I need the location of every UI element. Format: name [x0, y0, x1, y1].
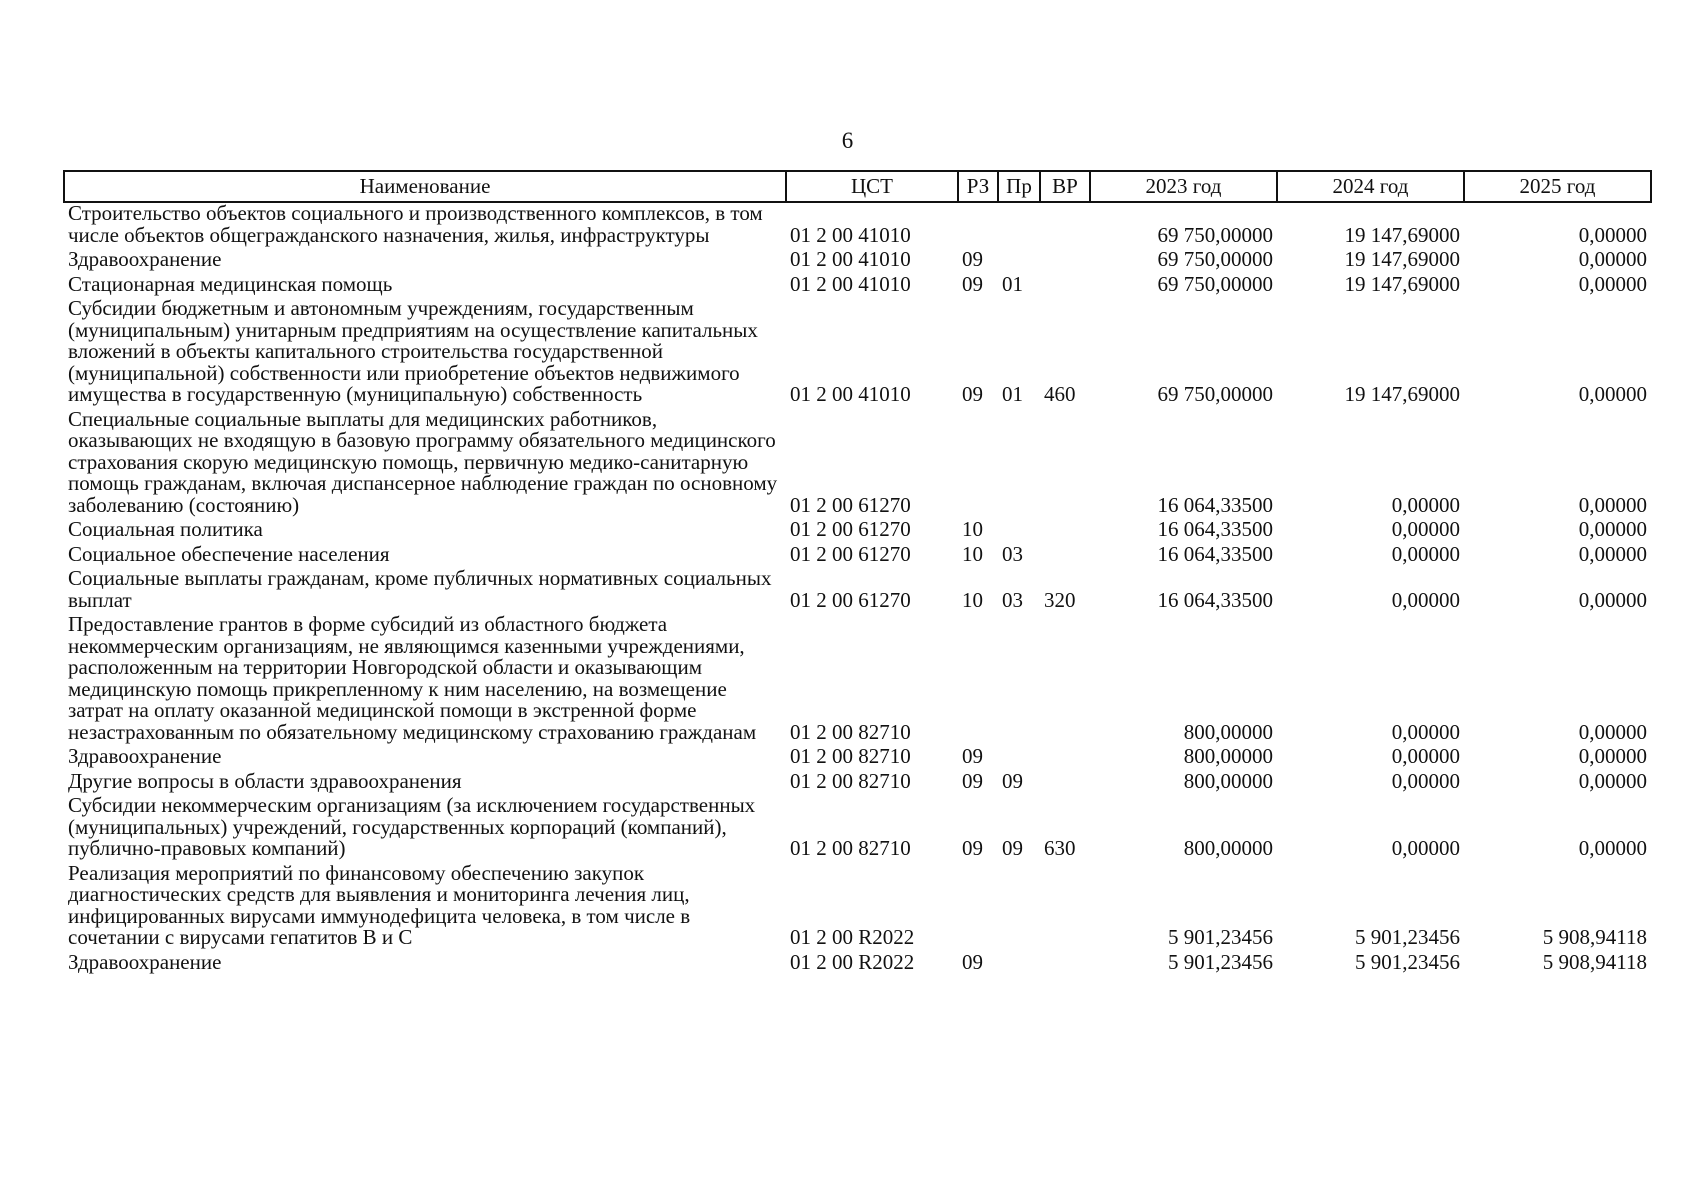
row-2025: 0,00000 — [1578, 836, 1647, 860]
row-2024: 0,00000 — [1391, 719, 1460, 744]
row-2023: 800,00000 — [1183, 719, 1273, 744]
row-name: Стационарная медицинская помощь — [68, 271, 393, 296]
row-cst: 01 2 00 61270 — [790, 492, 911, 517]
row-pr — [998, 409, 1040, 520]
row-rz: 09 — [962, 382, 983, 406]
row-2023: 69 750,00000 — [1157, 247, 1273, 271]
row-vr: 630 — [1044, 836, 1076, 860]
table-row — [64, 544, 1651, 569]
row-vr — [1040, 202, 1090, 249]
row-pr — [998, 202, 1040, 249]
row-rz: 09 — [962, 949, 983, 974]
row-cst: 01 2 00 41010 — [790, 271, 911, 296]
row-2023: 69 750,00000 — [1157, 271, 1273, 296]
row-2023: 69 750,00000 — [1157, 222, 1273, 247]
row-cst: 01 2 00 61270 — [790, 517, 911, 541]
row-vr — [1040, 863, 1090, 952]
table-row — [64, 568, 1651, 614]
row-pr — [998, 746, 1040, 771]
row-2024: 0,00000 — [1391, 836, 1460, 860]
row-rz: 09 — [962, 247, 983, 271]
row-2025: 0,00000 — [1578, 517, 1647, 541]
table-row — [64, 746, 1651, 771]
row-2025: 0,00000 — [1578, 271, 1647, 296]
header-2023: 2023 год — [1090, 171, 1277, 202]
row-pr: 01 — [1002, 271, 1023, 296]
row-2023: 16 064,33500 — [1157, 492, 1273, 517]
row-rz: 10 — [962, 541, 983, 566]
row-cst: 01 2 00 82710 — [790, 836, 911, 860]
row-vr — [1040, 409, 1090, 520]
row-2023: 800,00000 — [1183, 836, 1273, 860]
row-rz — [958, 409, 998, 520]
row-name: Специальные социальные выплаты для медицинских работников, оказывающих не входящую в базовую программу обязательного медицинского страхования скорую медицинскую помощь, первичную медико-санитарную помощь гражданам, включая диспансерное наблюдение граждан по основному заболеванию (состоянию) — [68, 406, 778, 517]
row-vr — [1040, 952, 1090, 977]
table-row — [64, 795, 1651, 863]
row-name: Здравоохранение — [68, 247, 222, 271]
row-rz: 09 — [962, 836, 983, 860]
table-row — [64, 274, 1651, 299]
row-name: Субсидии бюджетным и автономным учреждениям, государственным (муниципальным) унитарным предприятиям на осуществление капитальных вложений в объекты капитального строительства государственной (муниципальной) собственности или приобретение объектов недвижимого имущества в государственную (муниципальную) собственность — [68, 296, 758, 406]
row-pr: 09 — [1002, 768, 1023, 793]
row-2024: 19 147,69000 — [1344, 382, 1460, 406]
header-name: Наименование — [64, 171, 786, 202]
row-2025: 0,00000 — [1578, 768, 1647, 793]
row-cst: 01 2 00 R2022 — [790, 925, 915, 949]
row-2023: 69 750,00000 — [1157, 382, 1273, 406]
row-vr: 320 — [1044, 587, 1076, 612]
row-rz — [958, 202, 998, 249]
row-2023: 800,00000 — [1183, 744, 1273, 768]
row-vr: 460 — [1044, 382, 1076, 406]
row-rz: 09 — [962, 744, 983, 768]
row-pr: 01 — [1002, 382, 1023, 406]
row-2025: 5 908,94118 — [1542, 925, 1647, 949]
row-2025: 5 908,94118 — [1542, 949, 1647, 974]
row-2025: 0,00000 — [1578, 587, 1647, 612]
row-2024: 5 901,23456 — [1355, 949, 1460, 974]
row-rz — [958, 863, 998, 952]
row-name: Здравоохранение — [68, 949, 222, 974]
row-pr — [998, 614, 1040, 746]
row-pr: 03 — [1002, 587, 1023, 612]
row-rz: 09 — [962, 271, 983, 296]
row-2025: 0,00000 — [1578, 744, 1647, 768]
row-2025: 0,00000 — [1578, 382, 1647, 406]
header-2024: 2024 год — [1277, 171, 1464, 202]
row-2024: 0,00000 — [1391, 768, 1460, 793]
table-row — [64, 519, 1651, 544]
row-2025: 0,00000 — [1578, 492, 1647, 517]
header-2025: 2025 год — [1464, 171, 1651, 202]
table-row — [64, 202, 1651, 249]
row-name: Социальная политика — [68, 517, 263, 541]
row-2024: 0,00000 — [1391, 541, 1460, 566]
header-cst: ЦСТ — [786, 171, 958, 202]
row-name: Строительство объектов социального и производственного комплексов, в том числе объектов общегражданского назначения, жилья, инфраструктуры — [68, 201, 763, 247]
row-pr: 09 — [1002, 836, 1023, 860]
header-pr: Пр — [998, 171, 1040, 202]
header-vr: ВР — [1040, 171, 1090, 202]
row-2023: 800,00000 — [1183, 768, 1273, 793]
row-2023: 16 064,33500 — [1157, 587, 1273, 612]
row-2025: 0,00000 — [1578, 222, 1647, 247]
row-2024: 19 147,69000 — [1344, 222, 1460, 247]
table-row — [64, 863, 1651, 952]
row-name: Субсидии некоммерческим организациям (за исключением государственных (муниципальных) учреждений, государственных корпораций (компаний), публично-правовых компаний) — [68, 793, 756, 860]
row-rz: 09 — [962, 768, 983, 793]
row-2023: 5 901,23456 — [1168, 949, 1273, 974]
row-vr — [1040, 771, 1090, 796]
row-2025: 0,00000 — [1578, 719, 1647, 744]
row-cst: 01 2 00 41010 — [790, 382, 911, 406]
row-2025: 0,00000 — [1578, 541, 1647, 566]
row-2024: 0,00000 — [1391, 517, 1460, 541]
row-name: Социальные выплаты гражданам, кроме публичных нормативных социальных выплат — [68, 566, 772, 612]
row-cst: 01 2 00 61270 — [790, 587, 911, 612]
row-pr — [998, 249, 1040, 274]
table-row — [64, 614, 1651, 746]
row-pr — [998, 519, 1040, 544]
page-number: 6 — [841, 128, 854, 153]
budget-table — [63, 170, 1652, 976]
row-name: Здравоохранение — [68, 744, 222, 768]
row-cst: 01 2 00 R2022 — [790, 949, 915, 974]
row-vr — [1040, 614, 1090, 746]
row-cst: 01 2 00 61270 — [790, 541, 911, 566]
header-rz: РЗ — [958, 171, 998, 202]
row-pr — [998, 863, 1040, 952]
row-2024: 19 147,69000 — [1344, 247, 1460, 271]
row-cst: 01 2 00 82710 — [790, 744, 911, 768]
row-cst: 01 2 00 82710 — [790, 719, 911, 744]
table-header-row — [64, 171, 1651, 202]
row-name: Другие вопросы в области здравоохранения — [68, 768, 462, 793]
row-2024: 0,00000 — [1391, 492, 1460, 517]
row-2024: 5 901,23456 — [1355, 925, 1460, 949]
row-name: Социальное обеспечение населения — [68, 541, 390, 566]
row-2024: 0,00000 — [1391, 744, 1460, 768]
row-vr — [1040, 544, 1090, 569]
row-2024: 0,00000 — [1391, 587, 1460, 612]
row-name: Предоставление грантов в форме субсидий из областного бюджета некоммерческим организациям, не являющимся казенными учреждениями, расположенным на территории Новгородской области и оказывающим медицинскую помощь прикрепленному к ним населению, на возмещение затрат на оплату оказанной медицинской помощи в экстренной форме незастрахованным по обязательному медицинскому страхованию гражданам — [68, 612, 757, 744]
table-row — [64, 771, 1651, 796]
row-vr — [1040, 274, 1090, 299]
row-vr — [1040, 249, 1090, 274]
row-2024: 19 147,69000 — [1344, 271, 1460, 296]
row-2023: 16 064,33500 — [1157, 517, 1273, 541]
row-rz: 10 — [962, 587, 983, 612]
row-rz: 10 — [962, 517, 983, 541]
row-2025: 0,00000 — [1578, 247, 1647, 271]
row-pr: 03 — [1002, 541, 1023, 566]
row-rz — [958, 614, 998, 746]
row-name: Реализация мероприятий по финансовому обеспечению закупок диагностических средств для выявления и мониторинга лечения лиц, инфицированных вирусами иммунодефицита человека, в том числе в сочетании с вирусами гепатитов В и С — [68, 860, 691, 949]
row-2023: 16 064,33500 — [1157, 541, 1273, 566]
row-cst: 01 2 00 82710 — [790, 768, 911, 793]
row-vr — [1040, 746, 1090, 771]
table-row — [64, 249, 1651, 274]
row-cst: 01 2 00 41010 — [790, 247, 911, 271]
row-2023: 5 901,23456 — [1168, 925, 1273, 949]
table-row — [64, 409, 1651, 520]
row-cst: 01 2 00 41010 — [790, 222, 911, 247]
table-row — [64, 952, 1651, 977]
row-pr — [998, 952, 1040, 977]
row-vr — [1040, 519, 1090, 544]
table-row — [64, 298, 1651, 409]
